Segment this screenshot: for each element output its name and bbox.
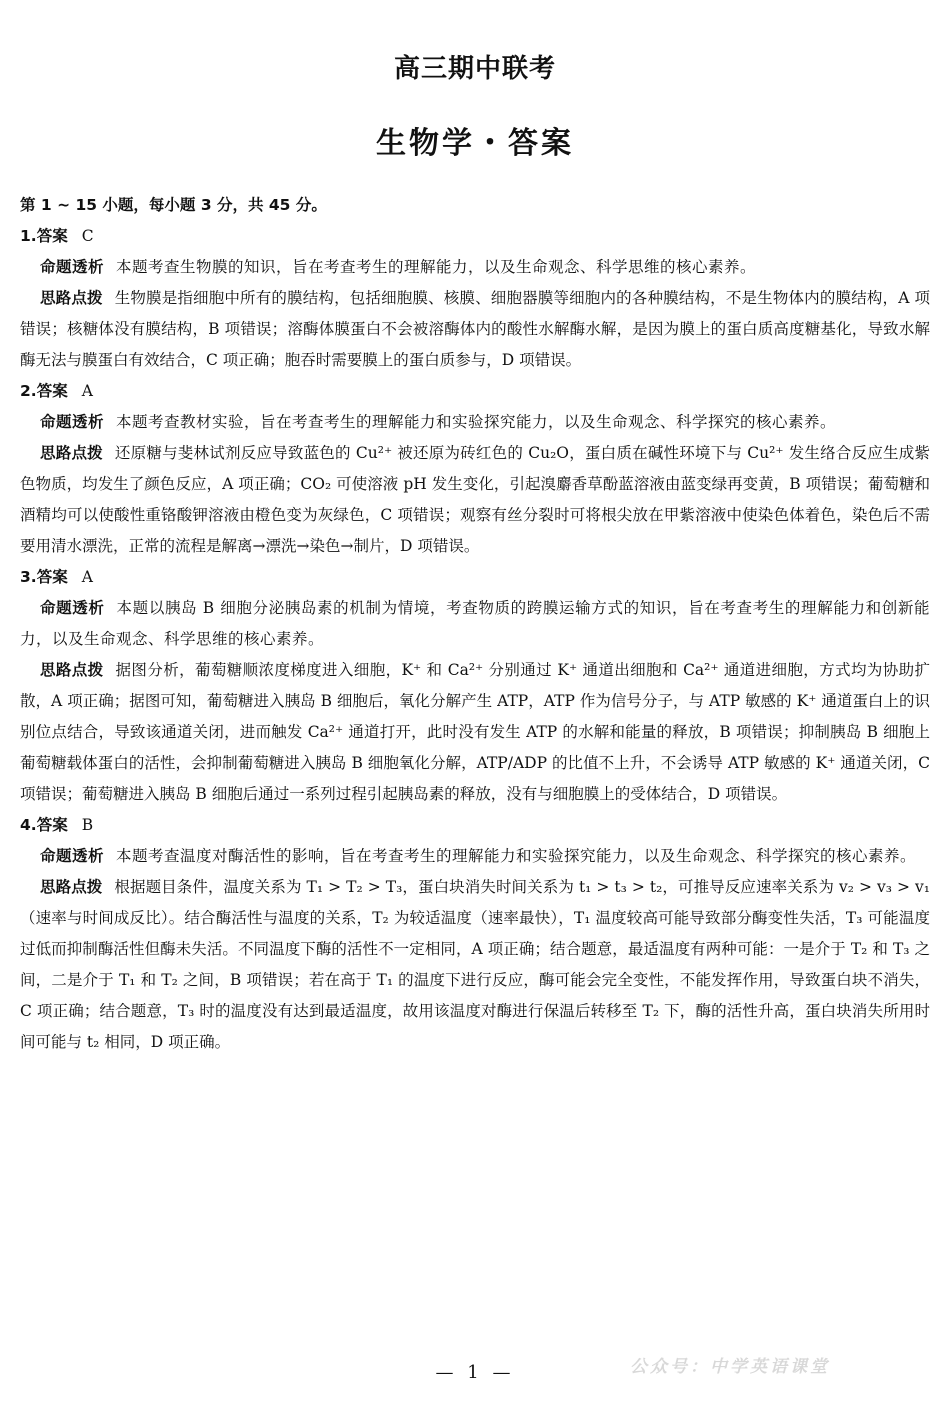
analysis-paragraph — [20, 841, 930, 872]
analysis-label: 命题透析 — [40, 258, 105, 276]
answer-choice: C — [81, 227, 94, 245]
approach-paragraph — [20, 872, 930, 1058]
approach-paragraph — [20, 438, 930, 562]
question-answer-line — [20, 221, 930, 252]
question-number: 3. — [20, 568, 37, 586]
analysis-label: 命题透析 — [40, 413, 105, 431]
answer-content — [20, 190, 930, 1058]
approach-label: 思路点拨 — [40, 444, 103, 462]
question-block — [20, 810, 930, 1058]
answer-choice: B — [81, 816, 94, 834]
section-instructions: 第 1 ~ 15 小题，每小题 3 分，共 45 分。 — [20, 196, 327, 214]
analysis-text: 本题考查温度对酶活性的影响，旨在考查考生的理解能力和实验探究能力，以及生命观念、科学探究的核心素养。 — [116, 847, 917, 865]
approach-paragraph — [20, 283, 930, 376]
approach-text: 生物膜是指细胞中所有的膜结构，包括细胞膜、核膜、细胞器膜等细胞内的各种膜结构，不是生物体内的膜结构，A 项错误；核糖体没有膜结构，B 项错误；溶酶体膜蛋白不会被溶酶体内的酸性水解酶水解，是因为膜上的蛋白质高度糖基化，导致水解酶无法与膜蛋白有效结合，C 项正确；胞吞时需要膜上的蛋白质参与，D 项错误。 — [20, 289, 930, 369]
approach-label: 思路点拨 — [40, 661, 104, 679]
question-number: 4. — [20, 816, 37, 834]
watermark: 公众号：中学英语课堂 — [630, 1357, 830, 1377]
analysis-text: 本题考查生物膜的知识，旨在考查考生的理解能力，以及生命观念、科学思维的核心素养。 — [116, 258, 757, 276]
approach-text: 还原糖与斐林试剂反应导致蓝色的 Cu²⁺ 被还原为砖红色的 Cu₂O，蛋白质在碱性环境下与 Cu²⁺ 发生络合反应生成紫色物质，均发生了颜色反应，A 项正确；CO₂ 可使溶液 pH 发生变化，引起溴麝香草酚蓝溶液由蓝变绿再变黄，B 项错误；葡萄糖和酒精均可以使酸性重铬酸钾溶液由橙色变为灰绿色，C 项错误；观察有丝分裂时可将根尖放在甲紫溶液中使染色体着色，染色后不需要用清水漂洗，正常的流程是解离→漂洗→染色→制片，D 项错误。 — [20, 444, 930, 555]
answer-label: 答案 — [36, 227, 68, 245]
analysis-label: 命题透析 — [40, 847, 105, 865]
answer-label: 答案 — [36, 816, 68, 834]
question-block — [20, 376, 930, 562]
page-number: — 1 — — [435, 1362, 515, 1383]
question-block — [20, 562, 930, 810]
question-block — [20, 221, 930, 376]
answer-choice: A — [81, 382, 93, 400]
exam-title: 高三期中联考 — [393, 54, 556, 84]
approach-paragraph — [20, 655, 930, 810]
question-answer-line — [20, 376, 930, 407]
analysis-label: 命题透析 — [40, 599, 105, 617]
question-number: 1. — [20, 227, 37, 245]
approach-text: 据图分析，葡萄糖顺浓度梯度进入细胞，K⁺ 和 Ca²⁺ 分别通过 K⁺ 通道出细胞和 Ca²⁺ 通道进细胞，方式均为协助扩散，A 项正确；据图可知，葡萄糖进入胰岛 B 细胞后，氧化分解产生 ATP，ATP 作为信号分子，与 ATP 敏感的 K⁺ 通道蛋白上的识别位点结合，导致该通道关闭，进而触发 Ca²⁺ 通道打开，此时没有发生 ATP 的水解和能量的释放，B 项错误；抑制胰岛 B 细胞上葡萄糖载体蛋白的活性，会抑制葡萄糖进入胰岛 B 细胞氧化分解，ATP/ADP 的比值不上升，不会诱导 ATP 敏感的 K⁺ 通道关闭，C 项错误；葡萄糖进入胰岛 B 细胞后通过一系列过程引起胰岛素的释放，没有与细胞膜上的受体结合，D 项错误。 — [20, 661, 930, 803]
question-answer-line — [20, 810, 930, 841]
approach-text: 根据题目条件，温度关系为 T₁ > T₂ > T₃，蛋白块消失时间关系为 t₁ > t₃ > t₂，可推导反应速率关系为 v₂ > v₃ > v₁（速率与时间成反比）。结合酶活性与温度的关系，T₂ 为较适温度（速率最快），T₁ 温度较高可能导致部分酶变性失活，T₃ 可能温度过低而抑制酶活性但酶未失活。不同温度下酶的活性不一定相同，A 项正确；结合题意，最适温度有两种可能：一是介于 T₂ 和 T₃ 之间，二是介于 T₁ 和 T₂ 之间，B 项错误；若在高于 T₁ 的温度下进行反应，酶可能会完全变性，不能发挥作用，导致蛋白块不消失，C 项正确；结合题意，T₃ 时的温度没有达到最适温度，故用该温度对酶进行保温后转移至 T₂ 下，酶的活性升高，蛋白块消失所用时间可能与 t₂ 相同，D 项正确。 — [20, 878, 930, 1051]
answer-label: 答案 — [36, 382, 68, 400]
answer-choice: A — [81, 568, 93, 586]
answer-key-subtitle: 生物学・答案 — [376, 126, 574, 161]
analysis-paragraph — [20, 407, 930, 438]
analysis-paragraph — [20, 252, 930, 283]
question-answer-line — [20, 562, 930, 593]
analysis-paragraph — [20, 593, 930, 655]
answer-label: 答案 — [36, 568, 68, 586]
analysis-text: 本题以胰岛 B 细胞分泌胰岛素的机制为情境，考查物质的跨膜运输方式的知识，旨在考查考生的理解能力和创新能力，以及生命观念、科学思维的核心素养。 — [20, 599, 930, 648]
question-number: 2. — [20, 382, 37, 400]
approach-label: 思路点拨 — [40, 878, 103, 896]
approach-label: 思路点拨 — [40, 289, 103, 307]
analysis-text: 本题考查教材实验，旨在考查考生的理解能力和实验探究能力，以及生命观念、科学探究的核心素养。 — [116, 413, 837, 431]
